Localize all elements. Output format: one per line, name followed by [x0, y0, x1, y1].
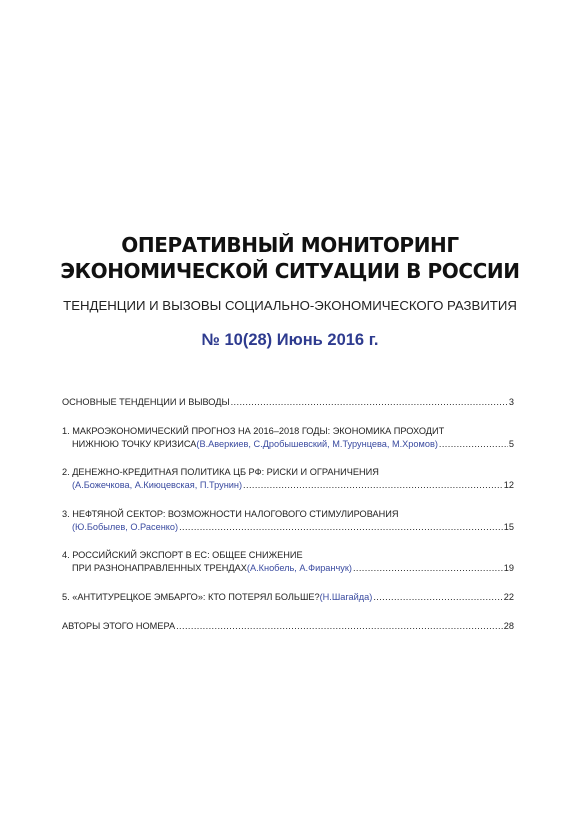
toc-authors: (А.Кнобель, А.Фиранчук) [246, 563, 352, 573]
title-line-1: ОПЕРАТИВНЫЙ МОНИТОРИНГ [121, 233, 459, 257]
toc-leader [231, 396, 508, 409]
toc-title: 3. НЕФТЯНОЙ СЕКТОР: ВОЗМОЖНОСТИ НАЛОГОВОГО СТИМУЛИРОВАНИЯ [62, 509, 399, 519]
toc-entry [62, 620, 514, 633]
toc-title-continued: НИЖНЮЮ ТОЧКУ КРИЗИСА [72, 439, 197, 449]
toc-leader [179, 521, 503, 534]
toc-title: 5. «АНТИТУРЕЦКОЕ ЭМБАРГО»: КТО ПОТЕРЯЛ БОЛЬШЕ? [62, 592, 320, 602]
toc-leader [243, 479, 503, 492]
toc-entry [62, 425, 514, 451]
toc-authors: (Н.Шагайда) [319, 592, 373, 602]
toc-page-number: 3 [508, 397, 514, 407]
toc-title: АВТОРЫ ЭТОГО НОМЕРА [62, 621, 176, 631]
toc-title: 2. ДЕНЕЖНО-КРЕДИТНАЯ ПОЛИТИКА ЦБ РФ: РИСКИ И ОГРАНИЧЕНИЯ [62, 467, 379, 477]
toc-page-number: 5 [508, 439, 514, 449]
issue-number: № 10(28) Июнь 2016 г. [201, 331, 379, 349]
subtitle: ТЕНДЕНЦИИ И ВЫЗОВЫ СОЦИАЛЬНО-ЭКОНОМИЧЕСКОГО РАЗВИТИЯ [63, 298, 517, 313]
toc-leader [353, 562, 503, 575]
page-title [0, 232, 580, 284]
toc-title: ОСНОВНЫЕ ТЕНДЕНЦИИ И ВЫВОДЫ [62, 397, 230, 407]
toc-entry [62, 508, 514, 534]
toc-entry [62, 549, 514, 575]
toc-entry [62, 466, 514, 492]
toc-entry [62, 591, 514, 604]
toc-authors: (Ю.Бобылев, О.Расенко) [72, 522, 179, 532]
toc-title: 1. МАКРОЭКОНОМИЧЕСКИЙ ПРОГНОЗ НА 2016–2018 ГОДЫ: ЭКОНОМИКА ПРОХОДИТ [62, 426, 445, 436]
toc-page-number: 12 [503, 480, 514, 490]
toc-page-number: 22 [503, 592, 514, 602]
toc-title: 4. РОССИЙСКИЙ ЭКСПОРТ В ЕС: ОБЩЕЕ СНИЖЕНИЕ [62, 550, 303, 560]
toc-entry [62, 396, 514, 409]
toc-leader [439, 438, 508, 451]
toc-page-number: 19 [503, 563, 514, 573]
toc-title-continued: ПРИ РАЗНОНАПРАВЛЕННЫХ ТРЕНДАХ [72, 563, 247, 573]
toc-authors: (В.Аверкиев, С.Дробышевский, М.Турунцева, М.Хромов) [196, 439, 438, 449]
toc-page-number: 15 [503, 522, 514, 532]
toc-authors: (А.Божечкова, А.Киюцевская, П.Трунин) [72, 480, 243, 490]
title-line-2: ЭКОНОМИЧЕСКОЙ СИТУАЦИИ В РОССИИ [60, 259, 520, 283]
toc-page-number: 28 [503, 621, 514, 631]
toc-leader [373, 591, 502, 604]
toc-leader [176, 620, 503, 633]
